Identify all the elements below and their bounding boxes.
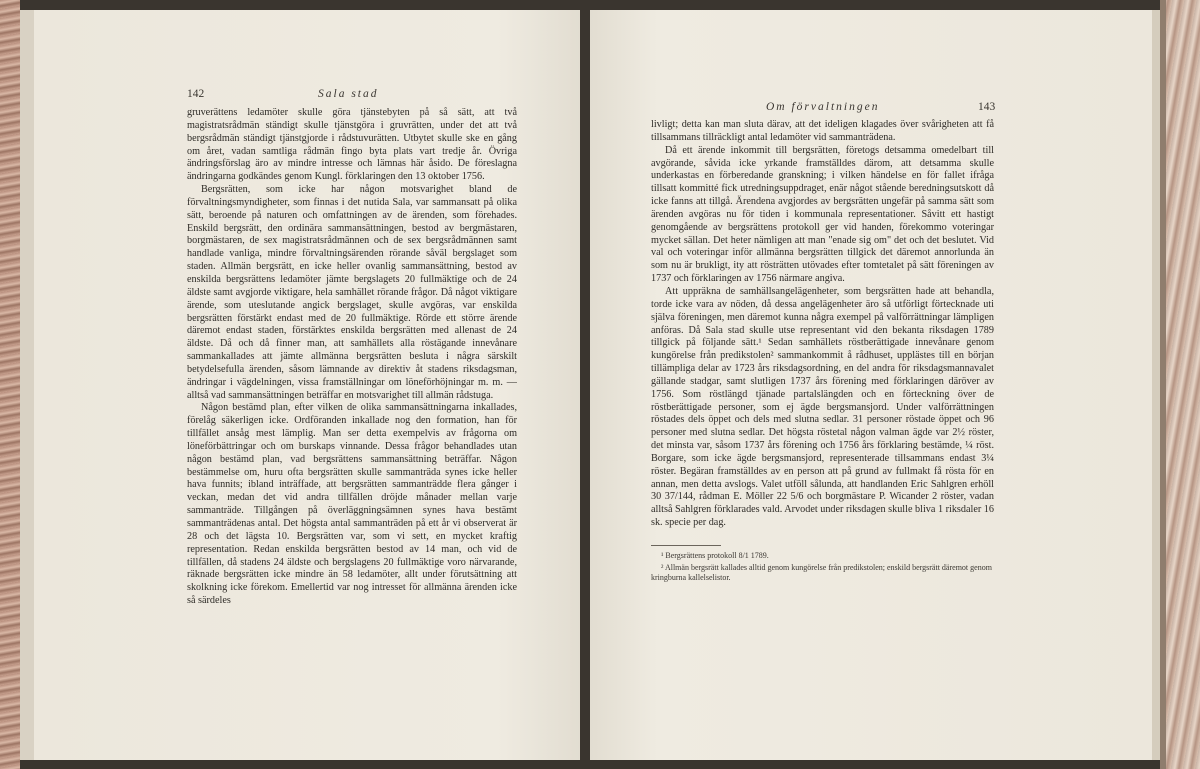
right-page-number: 143: [978, 101, 996, 113]
paragraph: Då ett ärende inkommit till bergsrätten, företogs detsamma omedelbart till avgörande, såvida icke yrkande framställdes därom, att detsamma skulle underkastas en förberedande granskning; i vilken händelse en för fallet ifråga tillsatt kommitté fick utredningsuppdraget, enär något stående beredningsutskott då icke fanns att tillgå. Ärendena avgjordes av bergsrätten ungefär på samma sätt som ärenden avgöras nu för tiden i kommunala representationer. Såvitt ett hastigt genomgående av bergsrättens protokoll ger vid handen, förekommo voteringar mycket sällan. Det heter nämligen att man "enade sig om" det och det beslutet. Vid val och voteringar inför allmänna bergsrätten tillgick det däremot annorlunda än som nu är brukligt, ity att rösträtten utövades efter tomtetalet på sätt föreningen av 1737 och förklaringen av 1756 närmare angiva.: [651, 144, 994, 285]
left-page-number: 142: [187, 88, 205, 100]
paragraph: Bergsrätten, som icke har någon motsvarighet bland de förvaltningsmyndigheter, som finnas i det nutida Sala, var sammansatt på olika sätt, beroende på naturen och omfattningen av de ärenden, som förehades. Enskild bergsrätt, den ordinära sammansättningen, bestod av bergmästaren, borgmästaren, de sex magistratsrådmännen och de sex bergsrådmännen samt handlade vanliga, mindre förvaltningsärenden rörande såväl bergslaget som staden. Allmän bergsrätt, en icke heller ovanlig sammansättning, bestod av enskilda bergsrättens ledamöter jämte bergslagets 20 fullmäktige och de 24 äldste samt avgjorde viktigare, hela samhället rörande frågor. Då något viktigare ärende, som uteslutande angick bergslaget, skulle avgöras, var enskilda bergsrätten förstärkt endast med de 20 fullmäktige. Rörde ett större ärende däremot endast staden, förstärktes enskilda bergsrätten med allenast de 24 äldste. Då och då finner man, att samhällets alla röstägande innevånare sammankallades att jämte allmänna bergsrätten besluta i några särskilt betydelsefulla ärenden, såsom lämnande av direktiv åt stadens riksdagsman, ändringar i vägdelningen, vissa framställningar om löneförhöjningar m. m. — alltså vad sammansättningen beträffar en motsvarighet till allmän rådstuga.: [187, 184, 517, 401]
footnote-rule: [651, 545, 721, 546]
book-gutter: [580, 0, 590, 769]
right-page-body: [651, 119, 994, 530]
marbled-edge-right: [1160, 0, 1200, 769]
paragraph: Att uppräkna de samhällsangelägenheter, som bergsrätten hade att behandla, torde icke vara av nöden, då dessa angelägenheter äro så utförligt förtecknade uti själva föreningen, men däremot kunna några exempel på valförrättningar lämpligen anföras. Då Sala stad skulle utse representant vid den bekanta riksdagen 1789 tillgick på följande sätt.¹ Sedan samhällets röstberättigade innevånare genom kungörelse från predikstolen² sammankommit å rådhuset, upplästes till en början tillämpliga delar av 1723 års riksdagsordning, en del andra för riksdagsmannavalet gällande stadgar, samt slutligen 1737 års förening med förklaringen däröver av 1756. Som röstlängd tjänade partalslängden och en förteckning över de röstberättigade personer, som ej ägde bergsmansjord. Under valförrättningen röstades dels öppet och dels med slutna sedlar. 31 personer röstade öppet och 96 personer med slutna sedlar. Det högsta röstetal någon valman ägde var 2½ röster, det minsta var, såsom 1737 års förening och 1756 års förklaring bestämde, ¼ röst. Borgare, som icke ägde bergsmansjord, representerade tillsammans endast 3¼ röster. Begäran framställdes av en person att på grund av fullmakt få rösta för en annan, men detta avslogs. Valet utföll sålunda, att handlanden Eric Sahlgren erhöll 30 37/144, rådman E. Möller 22 5/6 och borgmästare P. Wicander 2 röster, vadan alltså Sahlgren förklarades vald. Arvodet under riksdagen skulle bliva 1 riksdaler 16 sk. specie per dag.: [651, 285, 994, 529]
right-running-head: Om förvaltningen: [766, 101, 880, 113]
paragraph: gruverättens ledamöter skulle göra tjänstebyten på så sätt, att två magistratsrådmän ständigt skulle tjänstgöra i gruvrätten, under det att två bergsrådmän ständigt tjänstgjorde i rådstuvurätten. Utbytet skulle ske en gång om året, vadan samtliga rådmän fingo byta plats vart tredje år. Övriga ändringsförslag äro av mindre intresse och lämnas här åsido. De föreslagna ändringarna godkändes genom Kungl. förklaringen den 13 oktober 1756.: [187, 107, 517, 183]
left-running-head: Sala stad: [318, 88, 379, 100]
footnote: ² Allmän bergsrätt kallades alltid genom kungörelse från predikstolen; enskild bergsrätt däremot genom kringburna kallelselistor.: [651, 562, 992, 582]
paragraph: Någon bestämd plan, efter vilken de olika sammansättningarna inkallades, förelåg säkerligen icke. Ordföranden inkallade nog den formation, han för tillfället ansåg mest lämplig. Man ser detta exempelvis av frågorna om löneförbättringar och om burskaps vinnande. Dessa frågor behandlades utan någon bestämd plan, vad bergsrättens sammansättning beträffar. Någon bestämmelse om, huru ofta bergsrätten skulle sammanträda synes icke heller hava funnits; ibland inträffade, att bergsrätten sammanträdde flera gånger i veckan, medan det vid andra tillfällen dröjde månader mellan varje sammanträde. Tillgången på överläggningsämnen synes hava bestämt sammanträdenas antal. Det högsta antal sammanträden på ett år vi observerat är 28 och det lägsta 10. Bergsrätten var, som vi sett, en mycket kraftig representation. Redan enskilda bergsrätten bestod av 14 man, och vid de tillfällen, då stadens 24 äldste och bergslagens 20 fullmäktige voro närvarande, räknade bergsrätten icke mindre än 58 ledamöter, allt under förutsättning att skolkning icke förekom. Emellertid var nog intresset för allmänna ärenden icke så särdeles: [187, 402, 517, 607]
marbled-edge-left: [0, 0, 20, 769]
left-page-body: [187, 107, 517, 608]
paragraph: livligt; detta kan man sluta därav, att det ideligen klagades över svårigheten att få tillsammans tillräckligt antal ledamöter vid sammanträdena.: [651, 119, 994, 143]
footnotes: [651, 545, 994, 585]
footnote: ¹ Bergsrättens protokoll 8/1 1789.: [661, 551, 769, 560]
